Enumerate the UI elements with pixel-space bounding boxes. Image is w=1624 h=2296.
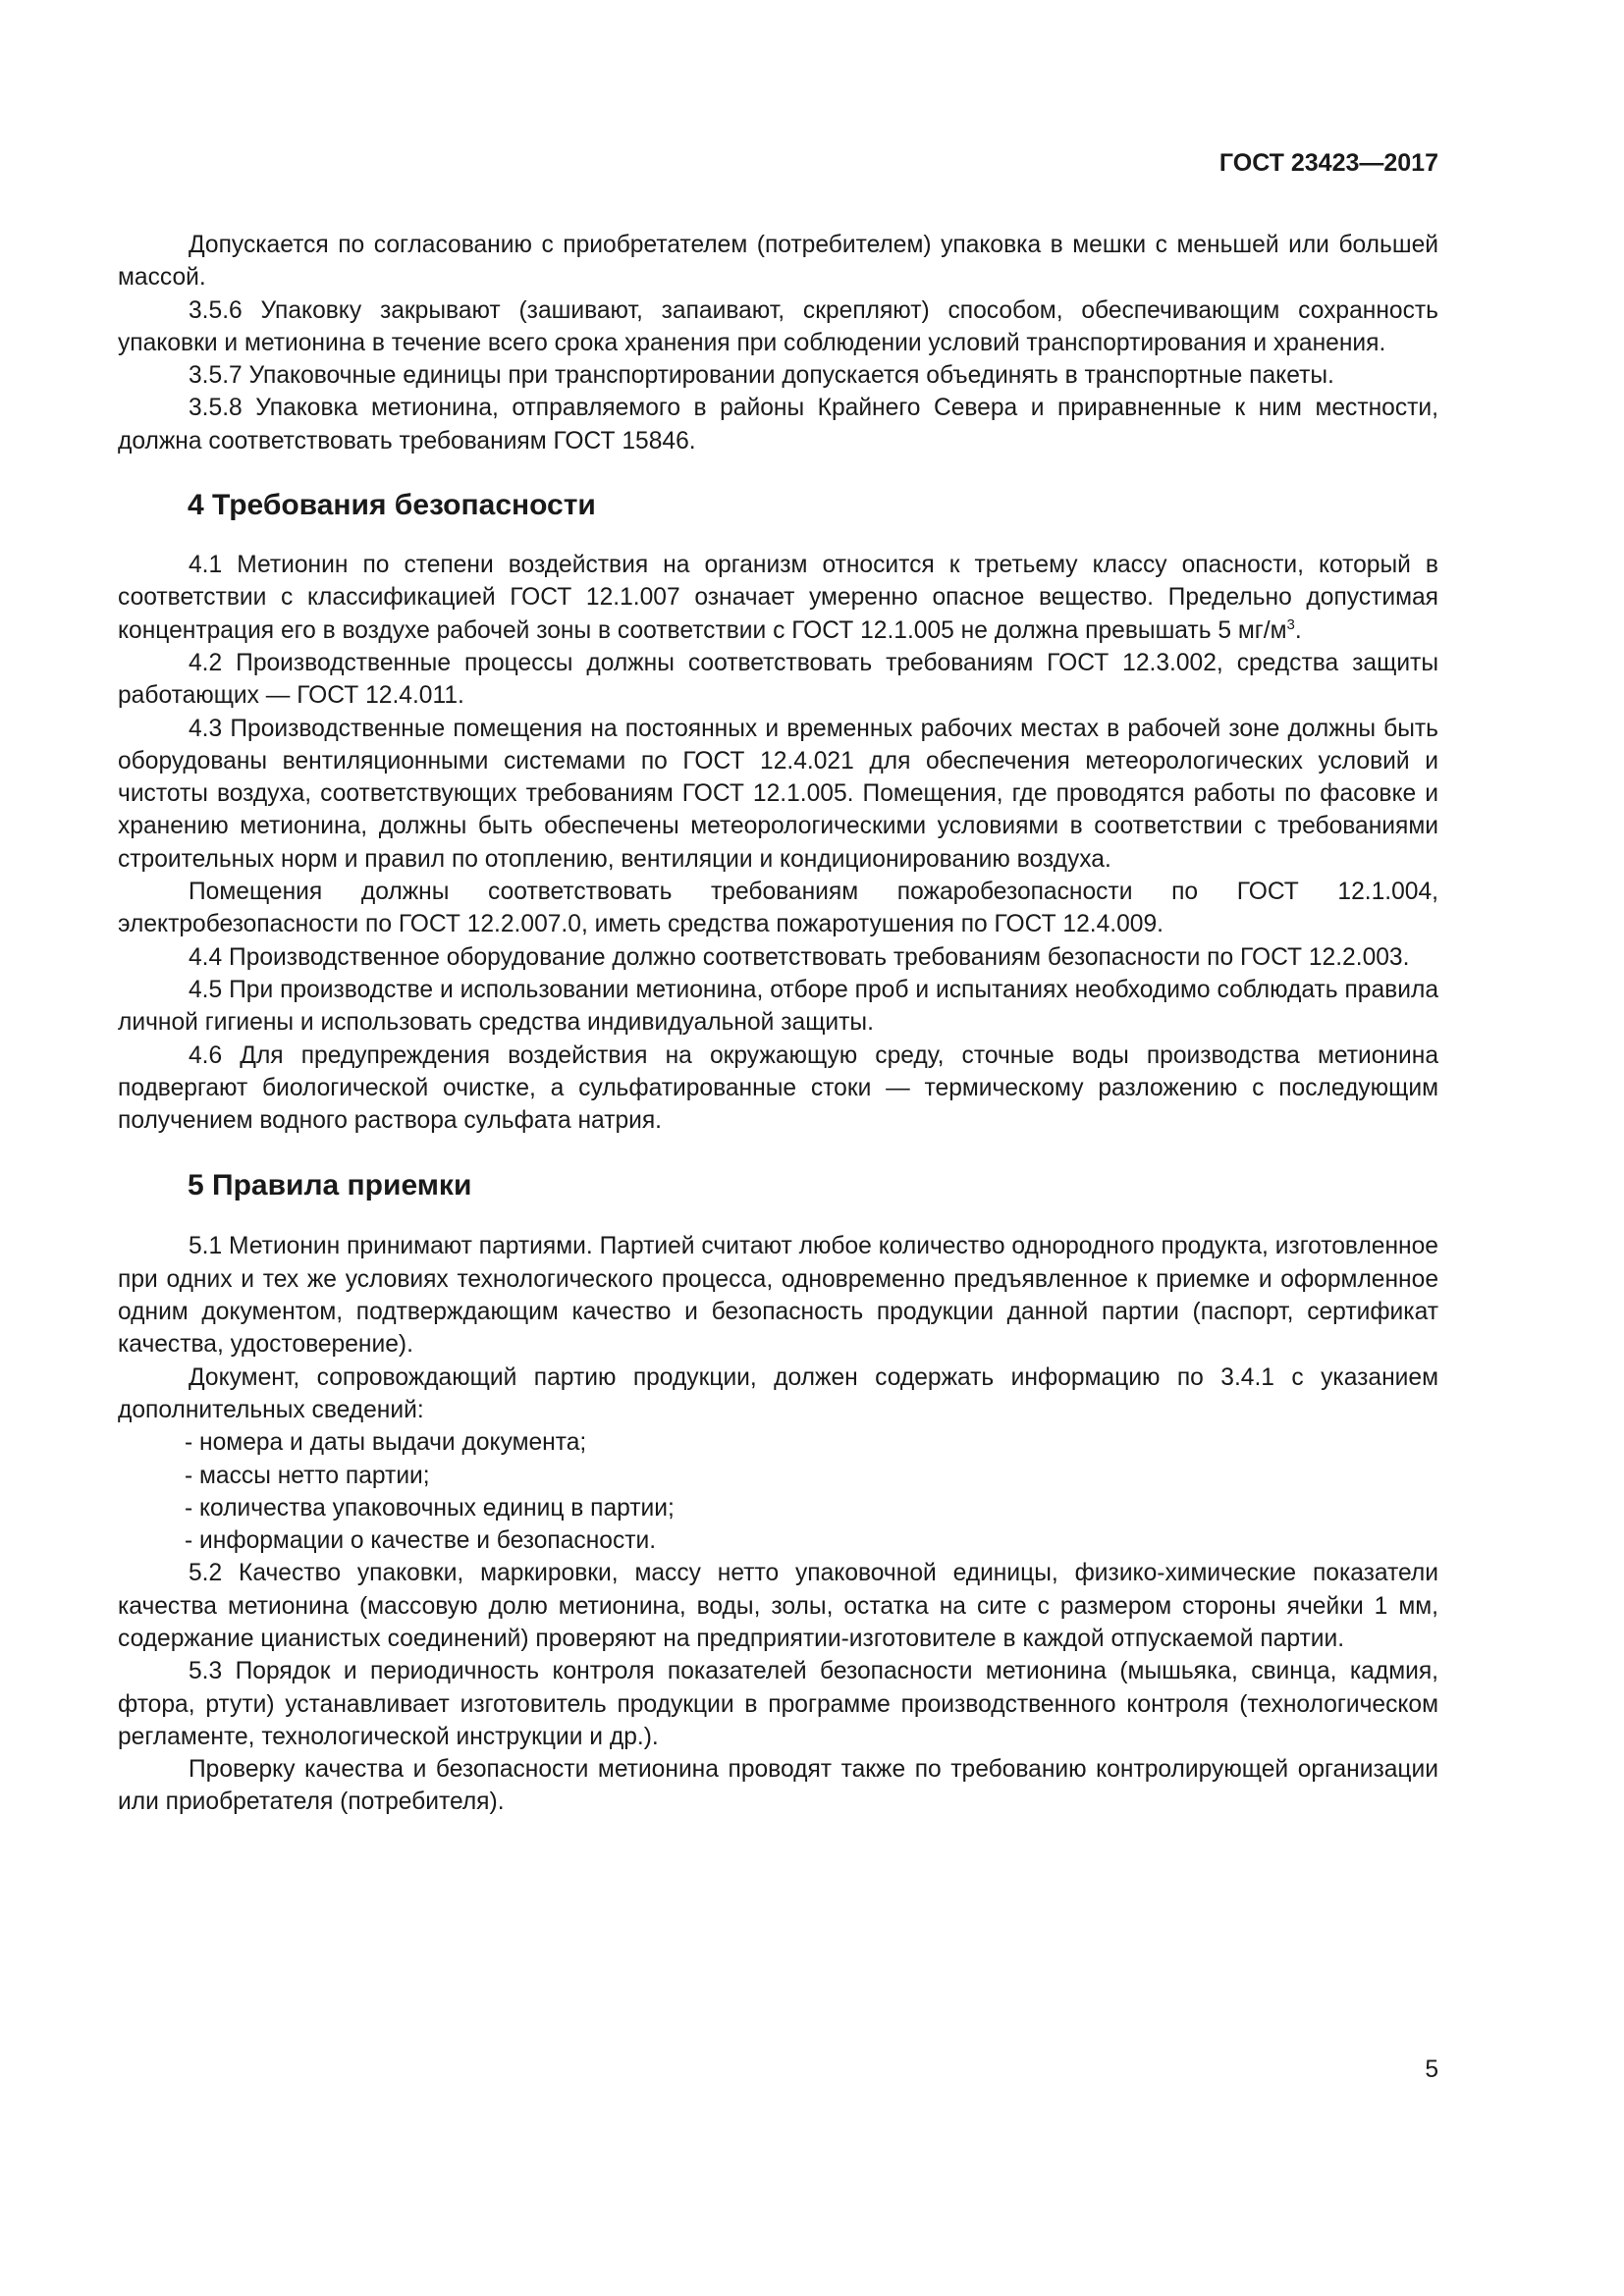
list-item: - количества упаковочных единиц в партии; xyxy=(185,1494,675,1522)
paragraph-4-3: 4.3 Производственные помещения на постоянных и временных рабочих местах в рабочей зоне должны быть оборудованы вентиляционными системами по ГОСТ 12.4.021 для обеспечения метеорологических условий и чистоты воздуха, соответствующих требованиям ГОСТ 12.1.005. Помещения, где проводятся работы по фасовке и хранению метионина, должны быть обеспечены метеорологическими условиями в соответствии с требованиями строительных норм и правил по отоплению, вентиляции и кондиционированию воздуха. xyxy=(118,715,1438,873)
paragraph-packaging-bags: Допускается по согласованию с приобретателем (потребителем) упаковка в мешки с меньшей или большей массой. xyxy=(118,232,1438,292)
paragraph-4-5: 4.5 При производстве и использовании метионина, отборе проб и испытаниях необходимо соблюдать правила личной гигиены и использовать средства индивидуальной защиты. xyxy=(118,976,1438,1037)
paragraph-4-2: 4.2 Производственные процессы должны соответствовать требованиям ГОСТ 12.3.002, средства защиты работающих — ГОСТ 12.4.011. xyxy=(118,649,1438,710)
paragraph-3-5-8: 3.5.8 Упаковка метионина, отправляемого в районы Крайнего Севера и приравненные к ним местности, должна соответствовать требованиям ГОСТ 15846. xyxy=(118,395,1438,454)
paragraph-4-1-text: 4.1 Метионин по степени воздействия на организм относится к третьему классу опасности, который в соответствии с классификацией ГОСТ 12.1.007 означает умеренно опасное вещество. Предельно допустимая концентрация его в воздухе рабочей зоны в соответствии с ГОСТ 12.1.005 не должна превышать 5 мг/м xyxy=(118,552,1438,644)
paragraph-quality-check: Проверку качества и безопасности метионина проводят также по требованию контролирующей организации или приобретателя (потребителя). xyxy=(118,1756,1438,1816)
paragraph-4-1 xyxy=(118,549,1438,647)
document-code-header: ГОСТ 23423—2017 xyxy=(1218,149,1438,177)
paragraph-5-1: 5.1 Метионин принимают партиями. Партией считают любое количество однородного продукта, изготовленное при одних и тех же условиях технологического процесса, одновременно предъявленное к приемке и оформленное одним документом, подтверждающим качество и безопасность продукции данной партии (паспорт, сертификат качества, удостоверение). xyxy=(118,1233,1438,1359)
paragraph-4-6: 4.6 Для предупреждения воздействия на окружающую среду, сточные воды производства метионина подвергают биологической очистке, а сульфатированные стоки — термическому разложению с последующим получением водного раствора сульфата натрия. xyxy=(118,1041,1438,1135)
paragraph-3-5-6: 3.5.6 Упаковку закрывают (зашивают, запаивают, скрепляют) способом, обеспечивающим сохранность упаковки и метионина в течение всего срока хранения при соблюдении условий транспортирования и хранения. xyxy=(118,296,1438,356)
paragraph-5-3: 5.3 Порядок и периодичность контроля показателей безопасности метионина (мышьяка, свинца, кадмия, фтора, ртути) устанавливает изготовитель продукции в программе производственного контроля (технологическом регламенте, технологической инструкции и др.). xyxy=(118,1658,1438,1750)
paragraph-5-2: 5.2 Качество упаковки, маркировки, массу нетто упаковочной единицы, физико-химические показатели качества метионина (массовую долю метионина, воды, золы, остатка на сите с размером стороны ячейки 1 мм, содержание цианистых соединений) проверяют на предприятии-изготовителе в каждой отпускаемой партии. xyxy=(118,1560,1438,1652)
list-item: - массы нетто партии; xyxy=(185,1462,430,1489)
paragraph-3-5-7: 3.5.7 Упаковочные единицы при транспортировании допускается объединять в транспортные пакеты. xyxy=(189,362,1334,390)
section-4-heading: 4 Требования безопасности xyxy=(188,489,596,522)
paragraph-fire-safety: Помещения должны соответствовать требованиям пожаробезопасности по ГОСТ 12.1.004, электробезопасности по ГОСТ 12.2.007.0, иметь средства пожаротушения по ГОСТ 12.4.009. xyxy=(118,879,1438,938)
list-item: - номера и даты выдачи документа; xyxy=(185,1429,587,1457)
paragraph-accompanying-document: Документ, сопровождающий партию продукции, должен содержать информацию по 3.4.1 с указанием дополнительных сведений: xyxy=(118,1363,1438,1423)
paragraph-4-1-end: . xyxy=(1294,616,1302,644)
superscript-cubic: 3 xyxy=(1286,615,1295,633)
document-body xyxy=(118,229,1438,1819)
page-number: 5 xyxy=(1425,2056,1438,2083)
list-item: - информации о качестве и безопасности. xyxy=(185,1527,657,1555)
paragraph-4-4: 4.4 Производственное оборудование должно соответствовать требованиям безопасности по ГОСТ 12.2.003. xyxy=(189,943,1410,971)
section-5-heading: 5 Правила приемки xyxy=(188,1169,472,1202)
